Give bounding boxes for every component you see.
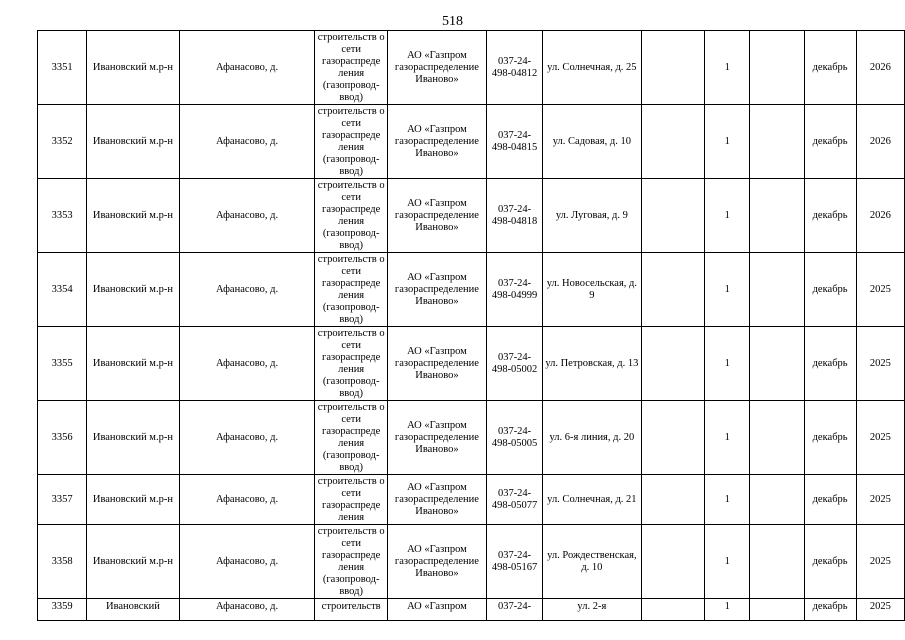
address-cell: ул. Рождественская, д. 10 [543,525,642,599]
address-cell: ул. Солнечная, д. 21 [543,475,642,525]
settlement-cell: Афанасово, д. [179,525,315,599]
month-cell: декабрь [804,253,856,327]
row-number-cell: 3355 [38,327,87,401]
empty-cell [641,475,704,525]
empty-cell [750,105,804,179]
empty-cell [750,179,804,253]
address-cell: ул. Солнечная, д. 25 [543,31,642,105]
work-type-cell: строительств [315,599,387,621]
table-body [38,31,905,621]
month-cell: декабрь [804,599,856,621]
table-row [38,401,905,475]
empty-cell [750,401,804,475]
quantity-cell: 1 [705,599,750,621]
organization-cell: АО «Газпром газораспределение Иваново» [387,179,486,253]
row-number-cell: 3353 [38,179,87,253]
object-code-cell: 037-24-498-05167 [487,525,543,599]
organization-cell: АО «Газпром газораспределение Иваново» [387,327,486,401]
work-type-cell: строительств о сети газораспреде ления (газопровод-ввод) [315,31,387,105]
empty-cell [750,525,804,599]
district-cell: Ивановский м.р-н [87,105,179,179]
empty-cell [641,401,704,475]
work-type-cell: строительств о сети газораспреде ления [315,475,387,525]
table-row [38,525,905,599]
empty-cell [641,599,704,621]
settlement-cell: Афанасово, д. [179,105,315,179]
row-number-cell: 3357 [38,475,87,525]
year-cell: 2025 [856,599,904,621]
page-number: 518 [442,14,463,29]
district-cell: Ивановский [87,599,179,621]
district-cell: Ивановский м.р-н [87,475,179,525]
settlement-cell: Афанасово, д. [179,31,315,105]
organization-cell: АО «Газпром газораспределение Иваново» [387,31,486,105]
empty-cell [641,31,704,105]
quantity-cell: 1 [705,253,750,327]
work-type-cell: строительств о сети газораспреде ления (газопровод-ввод) [315,401,387,475]
district-cell: Ивановский м.р-н [87,31,179,105]
row-number-cell: 3352 [38,105,87,179]
table-row [38,105,905,179]
organization-cell: АО «Газпром газораспределение Иваново» [387,253,486,327]
address-cell: ул. Садовая, д. 10 [543,105,642,179]
row-number-cell: 3351 [38,31,87,105]
month-cell: декабрь [804,179,856,253]
row-number-cell: 3356 [38,401,87,475]
work-type-cell: строительств о сети газораспреде ления (газопровод-ввод) [315,179,387,253]
district-cell: Ивановский м.р-н [87,401,179,475]
month-cell: декабрь [804,525,856,599]
object-code-cell: 037-24-498-05002 [487,327,543,401]
row-number-cell: 3358 [38,525,87,599]
year-cell: 2025 [856,475,904,525]
work-type-cell: строительств о сети газораспреде ления (газопровод-ввод) [315,253,387,327]
work-type-cell: строительств о сети газораспреде ления (газопровод-ввод) [315,105,387,179]
quantity-cell: 1 [705,327,750,401]
table-row [38,327,905,401]
address-cell: ул. 2-я [543,599,642,621]
settlement-cell: Афанасово, д. [179,253,315,327]
work-type-cell: строительств о сети газораспреде ления (газопровод-ввод) [315,327,387,401]
month-cell: декабрь [804,475,856,525]
organization-cell: АО «Газпром газораспределение Иваново» [387,401,486,475]
settlement-cell: Афанасово, д. [179,179,315,253]
quantity-cell: 1 [705,475,750,525]
table-row [38,599,905,621]
district-cell: Ивановский м.р-н [87,253,179,327]
address-cell: ул. Луговая, д. 9 [543,179,642,253]
object-code-cell: 037-24-498-04815 [487,105,543,179]
address-cell: ул. Петровская, д. 13 [543,327,642,401]
empty-cell [641,179,704,253]
settlement-cell: Афанасово, д. [179,599,315,621]
object-code-cell: 037-24-498-05005 [487,401,543,475]
object-code-cell: 037-24- [487,599,543,621]
quantity-cell: 1 [705,31,750,105]
settlement-cell: Афанасово, д. [179,475,315,525]
work-type-cell: строительств о сети газораспреде ления (газопровод-ввод) [315,525,387,599]
row-number-cell: 3359 [38,599,87,621]
year-cell: 2025 [856,327,904,401]
row-number-cell: 3354 [38,253,87,327]
month-cell: декабрь [804,31,856,105]
organization-cell: АО «Газпром газораспределение Иваново» [387,475,486,525]
empty-cell [641,105,704,179]
organization-cell: АО «Газпром газораспределение Иваново» [387,105,486,179]
year-cell: 2025 [856,525,904,599]
address-cell: ул. 6-я линия, д. 20 [543,401,642,475]
quantity-cell: 1 [705,525,750,599]
object-code-cell: 037-24-498-04812 [487,31,543,105]
quantity-cell: 1 [705,401,750,475]
empty-cell [750,31,804,105]
month-cell: декабрь [804,105,856,179]
empty-cell [750,253,804,327]
district-cell: Ивановский м.р-н [87,179,179,253]
year-cell: 2026 [856,105,904,179]
empty-cell [641,327,704,401]
settlement-cell: Афанасово, д. [179,401,315,475]
year-cell: 2025 [856,401,904,475]
district-cell: Ивановский м.р-н [87,525,179,599]
table-row [38,31,905,105]
object-code-cell: 037-24-498-05077 [487,475,543,525]
district-cell: Ивановский м.р-н [87,327,179,401]
empty-cell [641,253,704,327]
year-cell: 2026 [856,179,904,253]
object-code-cell: 037-24-498-04999 [487,253,543,327]
empty-cell [750,327,804,401]
empty-cell [750,599,804,621]
organization-cell: АО «Газпром газораспределение Иваново» [387,525,486,599]
year-cell: 2025 [856,253,904,327]
table-row [38,253,905,327]
settlement-cell: Афанасово, д. [179,327,315,401]
address-cell: ул. Новосельская, д. 9 [543,253,642,327]
registry-table [37,30,905,621]
organization-cell: АО «Газпром [387,599,486,621]
quantity-cell: 1 [705,179,750,253]
empty-cell [750,475,804,525]
table-row [38,179,905,253]
month-cell: декабрь [804,327,856,401]
month-cell: декабрь [804,401,856,475]
empty-cell [641,525,704,599]
object-code-cell: 037-24-498-04818 [487,179,543,253]
quantity-cell: 1 [705,105,750,179]
year-cell: 2026 [856,31,904,105]
table-row [38,475,905,525]
